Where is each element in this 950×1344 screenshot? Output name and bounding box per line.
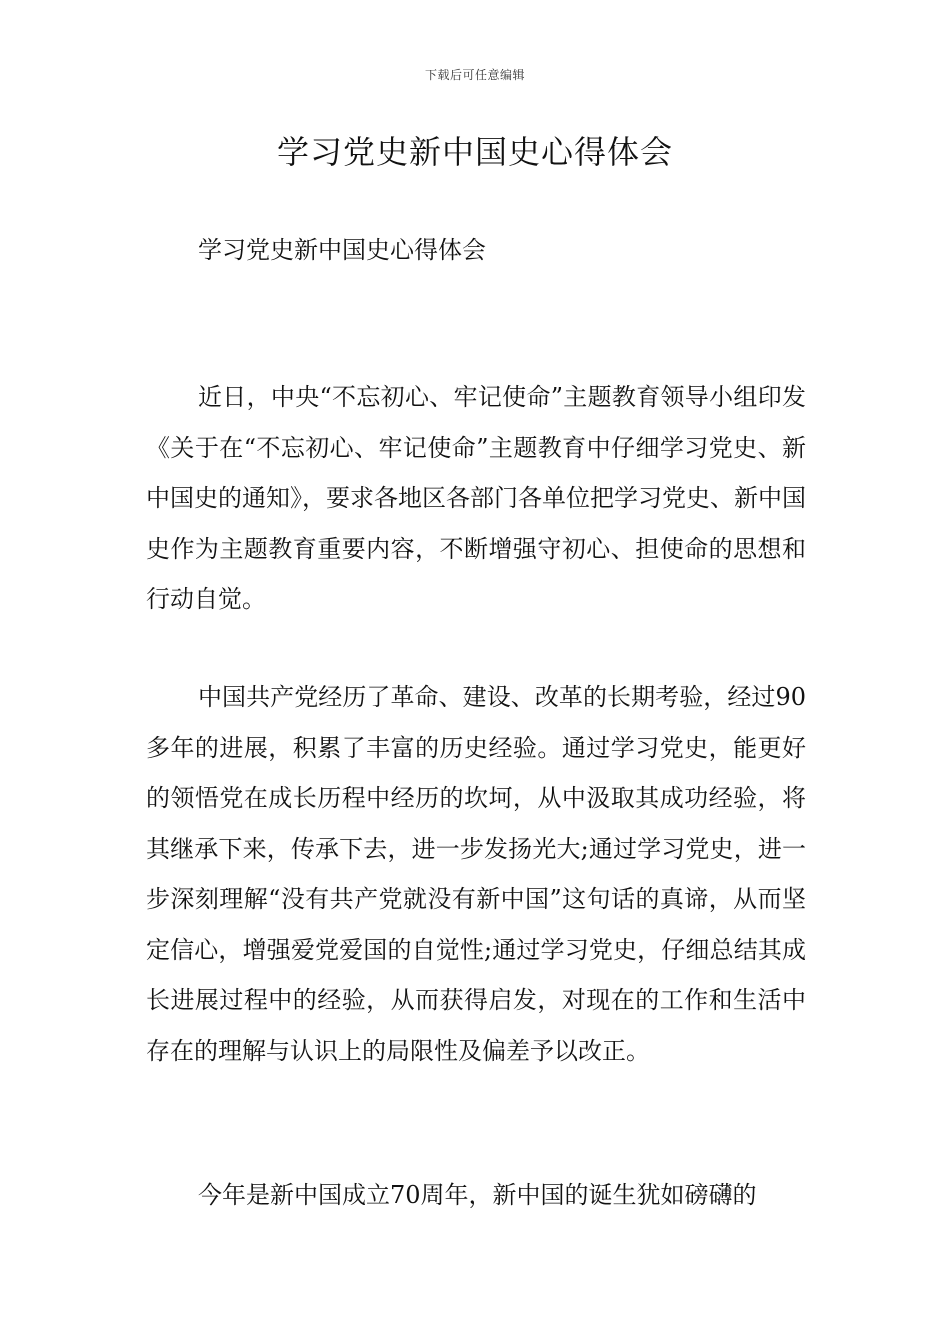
body-paragraph-3: 今年是新中国成立70周年，新中国的诞生犹如磅礴的: [198, 1181, 757, 1209]
header-note: 下载后可任意编辑: [424, 68, 525, 82]
body-paragraph-1: 近日，中央“不忘初心、牢记使命”主题教育领导小组印发《关于在“不忘初心、牢记使命”主题教育中仔细学习党史、新中国史的通知》，要求各地区各部门各单位把学习党史、新中国史作为主题教育重要内容，不断增强守初心、担使命的思想和行动自觉。: [146, 383, 806, 613]
document-subtitle: 学习党史新中国史心得体会: [198, 236, 486, 264]
document-title: 学习党史新中国史心得体会: [276, 133, 673, 171]
body-paragraph-2: 中国共产党经历了革命、建设、改革的长期考验，经过90多年的进展，积累了丰富的历史经验。通过学习党史，能更好的领悟党在成长历程中经历的坎坷，从中汲取其成功经验，将其继承下来，传承下去，进一步发扬光大;通过学习党史，进一步深刻理解“没有共产党就没有新中国”这句话的真谛，从而坚定信心，增强爱党爱国的自觉性;通过学习党史，仔细总结其成长进展过程中的经验，从而获得启发，对现在的工作和生活中存在的理解与认识上的局限性及偏差予以改正。: [146, 683, 806, 1065]
